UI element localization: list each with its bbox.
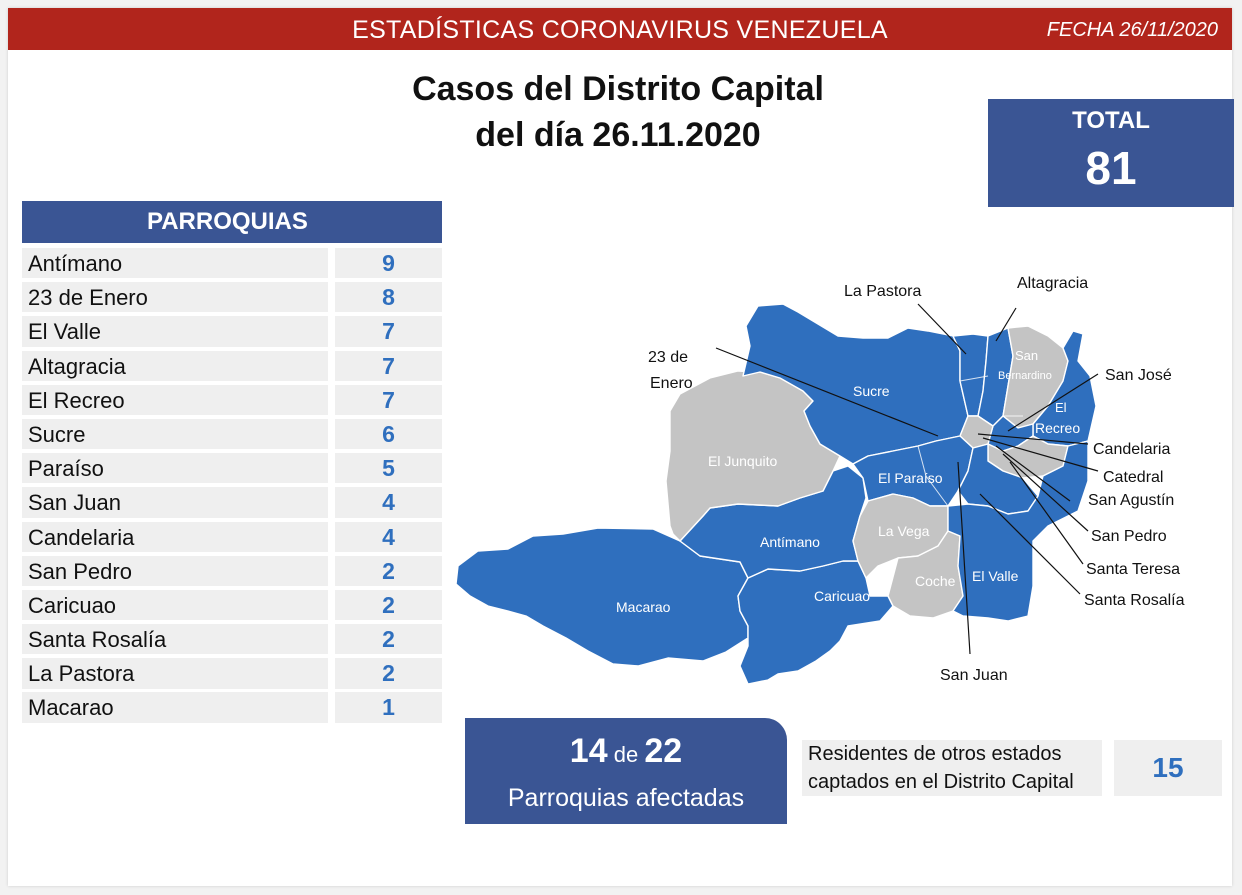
afectadas-box (465, 718, 787, 824)
row-name: 23 de Enero (22, 282, 328, 312)
row-value: 4 (335, 522, 442, 552)
table-row (22, 282, 442, 312)
row-name: Macarao (22, 692, 328, 722)
table-row (22, 590, 442, 620)
callout-catedral: Catedral (1103, 469, 1164, 486)
residentes-value: 15 (1114, 740, 1222, 796)
row-value: 8 (335, 282, 442, 312)
callout-santa-rosalia: Santa Rosalía (1084, 592, 1185, 609)
table-row (22, 522, 442, 552)
callout-la-pastora: La Pastora (844, 283, 922, 300)
callout-altagracia: Altagracia (1017, 275, 1089, 292)
table-row (22, 658, 442, 688)
row-value: 2 (335, 624, 442, 654)
parroquias-table (22, 248, 442, 727)
residentes-line2: captados en el Distrito Capital (808, 771, 1074, 793)
table-row (22, 385, 442, 415)
callout-san-pedro: San Pedro (1091, 528, 1167, 545)
row-name: Paraíso (22, 453, 328, 483)
table-row (22, 624, 442, 654)
row-value: 5 (335, 453, 442, 483)
total-box (988, 99, 1234, 207)
row-name: El Recreo (22, 385, 328, 415)
callout-23-de-enero-2: Enero (650, 375, 693, 392)
label-caricuao: Caricuao (814, 588, 871, 604)
afectadas-connector: de (613, 742, 639, 767)
row-value: 2 (335, 556, 442, 586)
parroquias-header-label: PARROQUIAS (147, 208, 308, 235)
afectadas-count: 14 (569, 732, 608, 770)
row-name: Altagracia (22, 351, 328, 381)
table-row (22, 692, 442, 722)
row-name: Antímano (22, 248, 328, 278)
afectadas-label: Parroquias afectadas (507, 784, 745, 812)
distrito-capital-map (448, 266, 1238, 706)
afectadas-total: 22 (644, 732, 683, 770)
header-bar (8, 8, 1232, 50)
total-value: 81 (1085, 142, 1137, 194)
row-value: 2 (335, 658, 442, 688)
page-title-line1: Casos del Distrito Capital (412, 70, 824, 108)
region-caricuao (738, 561, 893, 684)
parroquias-header (22, 201, 442, 243)
table-row (22, 453, 442, 483)
row-value: 4 (335, 487, 442, 517)
table-row (22, 487, 442, 517)
row-name: El Valle (22, 316, 328, 346)
label-sucre: Sucre (853, 383, 890, 399)
callout-santa-teresa: Santa Teresa (1086, 561, 1180, 578)
callout-23-de-enero-1: 23 de (648, 349, 689, 366)
label-antimano: Antímano (760, 534, 820, 550)
row-name: San Juan (22, 487, 328, 517)
total-label: TOTAL (1072, 107, 1150, 134)
row-name: La Pastora (22, 658, 328, 688)
label-macarao: Macarao (616, 599, 671, 615)
page-title-line2: del día 26.11.2020 (475, 116, 761, 154)
row-name: Santa Rosalía (22, 624, 328, 654)
label-san-bernardino-2: Bernardino (998, 370, 1052, 382)
row-value: 1 (335, 692, 442, 722)
row-value: 9 (335, 248, 442, 278)
row-name: Candelaria (22, 522, 328, 552)
row-value: 7 (335, 316, 442, 346)
afectadas-count-line (465, 732, 787, 771)
row-name: Sucre (22, 419, 328, 449)
label-el-valle: El Valle (972, 568, 1019, 584)
callout-san-jose: San José (1105, 367, 1172, 384)
callout-san-agustin: San Agustín (1088, 492, 1175, 509)
callout-san-juan: San Juan (940, 667, 1008, 684)
residentes-label (802, 740, 1102, 796)
row-value: 7 (335, 385, 442, 415)
row-name: Caricuao (22, 590, 328, 620)
label-el-recreo-2: Recreo (1035, 420, 1081, 436)
table-row (22, 351, 442, 381)
row-value: 2 (335, 590, 442, 620)
row-name: San Pedro (22, 556, 328, 586)
infographic-card (8, 8, 1232, 886)
label-el-paraiso: El Paraíso (878, 470, 943, 486)
label-coche: Coche (915, 573, 956, 589)
callout-candelaria: Candelaria (1093, 441, 1171, 458)
header-title: ESTADÍSTICAS CORONAVIRUS VENEZUELA (352, 16, 888, 44)
row-value: 7 (335, 351, 442, 381)
residentes-line1: Residentes de otros estados (808, 743, 1062, 765)
label-la-vega: La Vega (878, 523, 930, 539)
header-date: FECHA 26/11/2020 (1046, 19, 1218, 41)
label-el-recreo-1: El (1055, 400, 1067, 415)
row-value: 6 (335, 419, 442, 449)
page-title (258, 66, 978, 158)
label-el-junquito: El Junquito (708, 453, 778, 469)
label-san-bernardino-1: San (1015, 348, 1039, 363)
table-row (22, 316, 442, 346)
table-row (22, 248, 442, 278)
table-row (22, 556, 442, 586)
table-row (22, 419, 442, 449)
